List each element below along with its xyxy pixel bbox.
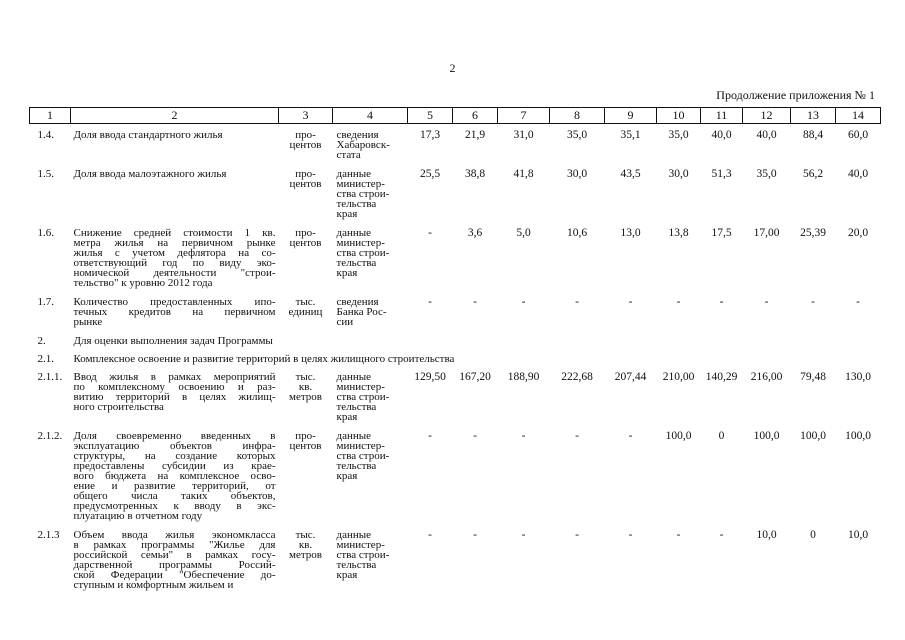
cell-line: центов — [289, 237, 322, 249]
cell-line: ства строи- — [336, 391, 390, 403]
table-row — [30, 431, 881, 530]
value-cell: - — [428, 529, 432, 541]
cell-line: предоставлены субсидии из крае- — [73, 460, 276, 472]
header-cell: 3 — [279, 108, 333, 124]
row-number: 2. — [37, 335, 46, 347]
value-cell: 100,0 — [753, 430, 780, 442]
header-cell: 6 — [453, 108, 498, 124]
cell-line: данные — [336, 168, 372, 180]
cell-line: российской семьи" в рамках госу- — [73, 549, 276, 561]
cell-line: Ввод жилья в рамках мероприятий — [73, 371, 276, 383]
value-cell: - — [428, 430, 432, 442]
cell-line: края — [336, 208, 358, 220]
cell-line: Банка Рос- — [336, 306, 387, 318]
cell-line: министер- — [336, 178, 385, 190]
value-cell: 100,0 — [665, 430, 692, 442]
value-cell: 222,68 — [561, 371, 593, 383]
value-cell: 41,8 — [513, 168, 534, 180]
cell-line: про- — [295, 129, 316, 141]
value-cell: 210,00 — [662, 371, 695, 383]
cell-line: ства строи- — [336, 247, 390, 259]
value-cell: - — [628, 430, 633, 442]
cell-line: метров — [289, 549, 322, 561]
cell-line: номической деятельности "строи- — [73, 267, 276, 279]
value-cell: 17,5 — [711, 227, 732, 239]
cell-line: про- — [295, 168, 316, 180]
value-cell: - — [521, 529, 526, 541]
cell-line: ение и развитие территорий, от — [73, 480, 276, 492]
value-cell: 31,0 — [513, 129, 534, 141]
cell-line: ства строи- — [336, 188, 390, 200]
cell-line: метра жилья на первичном рынке — [73, 237, 276, 249]
value-cell: - — [676, 296, 681, 308]
cell-line: про- — [295, 227, 316, 239]
indicator-name — [71, 297, 279, 336]
value-cell: 35,1 — [620, 129, 641, 141]
page-number: 2 — [449, 61, 456, 75]
value-cell: - — [628, 529, 633, 541]
header-cell: 9 — [605, 108, 657, 124]
indicator-name — [71, 130, 279, 169]
cell-line: по комплексному освоению и раз- — [73, 381, 276, 393]
cell-line: Доля ввода стандартного жилья — [73, 129, 223, 141]
cell-line: тыс. — [295, 529, 316, 541]
source-cell — [333, 297, 408, 336]
cell-line: витию территорий в целях жилищ- — [73, 391, 276, 403]
value-cell: 51,3 — [711, 168, 732, 180]
value-cell: 130,0 — [845, 371, 871, 383]
cell-line: тельства — [336, 401, 377, 413]
cell-line: данные — [336, 529, 372, 541]
continuation-label: Продолжение приложения № 1 — [716, 88, 875, 102]
value-cell: 30,0 — [566, 168, 588, 180]
cell-line: кв. — [298, 539, 313, 551]
cell-line: ства строи- — [336, 549, 390, 561]
value-cell: 56,2 — [802, 168, 824, 180]
source-cell — [333, 372, 408, 431]
cell-line: министер- — [336, 381, 385, 393]
cell-line: сии — [336, 316, 354, 328]
value-cell: 35,0 — [668, 129, 689, 141]
cell-line: ного строительства — [73, 401, 164, 413]
header-cell: 11 — [701, 108, 743, 124]
value-cell: - — [856, 296, 860, 308]
header-cell: 10 — [657, 108, 701, 124]
cell-line: дарственной программы Россий- — [73, 559, 276, 571]
value-cell: 20,0 — [847, 227, 869, 239]
cell-line: ства строи- — [336, 450, 390, 462]
value-cell: - — [719, 529, 724, 541]
cell-line: общего числа таких объектов, — [73, 490, 276, 502]
header-cell: 8 — [550, 108, 605, 124]
row-number: 1.5. — [37, 168, 54, 180]
cell-line: тыс. — [295, 371, 316, 383]
table-row — [30, 130, 881, 169]
cell-line: края — [336, 267, 358, 279]
cell-line: Доля своевременно введенных в — [73, 430, 276, 442]
header-cell: 1 — [30, 108, 71, 124]
source-cell — [333, 228, 408, 297]
unit-cell — [279, 169, 333, 228]
cell-line: края — [336, 411, 358, 423]
value-cell: 40,0 — [711, 129, 732, 141]
cell-line: в рамках программы "Жилье для — [73, 539, 276, 551]
cell-line: данные — [336, 430, 372, 442]
source-cell — [333, 530, 408, 599]
cell-line: сведения — [336, 296, 379, 308]
unit-cell — [279, 130, 333, 169]
value-cell: 60,0 — [847, 129, 869, 141]
row-number: 2.1.3 — [37, 529, 60, 541]
value-cell: 17,3 — [419, 129, 441, 141]
unit-cell — [279, 431, 333, 530]
cell-line: Доля ввода малоэтажного жилья — [73, 168, 227, 180]
cell-line: Хабаровск- — [336, 139, 390, 151]
value-cell: - — [811, 296, 815, 308]
cell-line: тельство" к уровню 2012 года — [73, 277, 213, 289]
cell-line: министер- — [336, 440, 385, 452]
table-row — [30, 530, 881, 599]
header-cell: 7 — [498, 108, 550, 124]
cell-line: жилья с учетом дефлятора на со- — [73, 247, 276, 259]
value-cell: 5,0 — [516, 227, 531, 239]
value-cell: 40,0 — [847, 168, 869, 180]
value-cell: 10,0 — [756, 529, 777, 541]
cell-line: края — [336, 470, 358, 482]
value-cell: 38,8 — [464, 168, 486, 180]
table-row — [30, 297, 881, 336]
row-number: 1.7. — [37, 296, 54, 308]
row-number: 2.1.1. — [37, 371, 63, 383]
section-row — [30, 354, 881, 372]
value-cell: - — [428, 296, 432, 308]
value-cell: 3,6 — [467, 227, 483, 239]
row-number: 1.4. — [37, 129, 54, 141]
value-cell: 0 — [810, 529, 816, 541]
source-cell — [333, 169, 408, 228]
table-row — [30, 372, 881, 431]
cell-line: Снижение средней стоимости 1 кв. — [73, 227, 276, 239]
cell-line: края — [336, 569, 358, 581]
value-cell: 167,20 — [459, 371, 491, 383]
indicator-name — [71, 228, 279, 297]
cell-line: Объем ввода жилья экономкласса — [73, 529, 276, 541]
value-cell: - — [521, 430, 526, 442]
value-cell: 100,0 — [845, 430, 871, 442]
value-cell: 25,39 — [800, 227, 826, 239]
value-cell: 10,0 — [847, 529, 869, 541]
cell-line: единиц — [288, 306, 323, 318]
cell-line: сведения — [336, 129, 379, 141]
source-cell — [333, 130, 408, 169]
row-number: 1.6. — [37, 227, 54, 239]
cell-line: тыс. — [295, 296, 316, 308]
table-row — [30, 228, 881, 297]
unit-cell — [279, 228, 333, 297]
cell-line: эксплуатацию объектов инфра- — [73, 440, 276, 452]
value-cell: 140,29 — [705, 371, 738, 383]
source-cell — [333, 431, 408, 530]
value-cell: - — [676, 529, 681, 541]
value-cell: 43,5 — [620, 168, 641, 180]
value-cell: - — [628, 296, 633, 308]
cell-line: тельства — [336, 198, 377, 210]
section-title: Для оценки выполнения задач Программы — [73, 335, 273, 347]
indicators-table — [29, 107, 881, 599]
unit-cell — [279, 297, 333, 336]
section-title: Комплексное освоение и развитие территорий в целях жилищного строительства — [73, 353, 455, 365]
value-cell: - — [521, 296, 526, 308]
indicator-name — [71, 530, 279, 599]
value-cell: 129,50 — [414, 371, 446, 383]
value-cell: 100,0 — [800, 430, 826, 442]
cell-line: тельства — [336, 460, 377, 472]
cell-line: центов — [289, 139, 322, 151]
header-row — [30, 108, 881, 124]
value-cell: 207,44 — [614, 371, 647, 383]
value-cell: 10,6 — [566, 227, 588, 239]
cell-line: ской Федерации "Обеспечение до- — [73, 569, 276, 581]
value-cell: 40,0 — [756, 129, 777, 141]
header-cell: 4 — [333, 108, 408, 124]
cell-line: предусмотренных к вводу в экс- — [73, 500, 276, 512]
unit-cell — [279, 530, 333, 599]
value-cell: 21,9 — [464, 129, 486, 141]
value-cell: 188,90 — [507, 371, 540, 383]
cell-line: течных кредитов на первичном — [73, 306, 276, 318]
cell-line: центов — [289, 178, 322, 190]
indicator-name — [71, 169, 279, 228]
header-cell: 12 — [743, 108, 791, 124]
cell-line: министер- — [336, 539, 385, 551]
value-cell: - — [575, 430, 579, 442]
header-cell: 5 — [408, 108, 453, 124]
cell-line: тельства — [336, 257, 377, 269]
value-cell: - — [575, 296, 579, 308]
cell-line: про- — [295, 430, 316, 442]
value-cell: 30,0 — [668, 168, 689, 180]
header-cell: 2 — [71, 108, 279, 124]
cell-line: данные — [336, 371, 372, 383]
value-cell: 216,00 — [750, 371, 783, 383]
cell-line: тельства — [336, 559, 377, 571]
row-number: 2.1. — [37, 353, 54, 365]
indicator-name — [71, 431, 279, 530]
value-cell: 25,5 — [419, 168, 441, 180]
value-cell: 13,0 — [620, 227, 641, 239]
value-cell: 35,0 — [566, 129, 588, 141]
cell-line: данные — [336, 227, 372, 239]
value-cell: 13,8 — [668, 227, 689, 239]
cell-line: Количество предоставленных ипо- — [73, 296, 276, 308]
cell-line: плуатацию в отчетном году — [73, 510, 203, 522]
cell-line: ступным и комфортным жильем и — [73, 579, 234, 591]
cell-line: структуры, на создание которых — [73, 450, 276, 462]
value-cell: - — [764, 296, 769, 308]
value-cell: - — [428, 227, 432, 239]
value-cell: - — [473, 430, 477, 442]
value-cell: 79,48 — [800, 371, 826, 383]
cell-line: министер- — [336, 237, 385, 249]
value-cell: 35,0 — [756, 168, 777, 180]
header-cell: 13 — [791, 108, 836, 124]
section-row — [30, 336, 881, 354]
cell-line: вого бюджета на комплексное осво- — [73, 470, 276, 482]
value-cell: - — [575, 529, 579, 541]
value-cell: 17,00 — [753, 227, 780, 239]
row-number: 2.1.2. — [37, 430, 63, 442]
cell-line: рынке — [73, 316, 103, 328]
value-cell: 88,4 — [802, 129, 824, 141]
cell-line: кв. — [298, 381, 313, 393]
cell-line: центов — [289, 440, 322, 452]
table-row — [30, 169, 881, 228]
cell-line: стата — [336, 149, 361, 161]
header-cell: 14 — [836, 108, 881, 124]
value-cell: - — [473, 529, 477, 541]
cell-line: ответствующий год по виду эко- — [73, 257, 276, 269]
cell-line: метров — [289, 391, 322, 403]
indicator-name — [71, 372, 279, 431]
value-cell: 0 — [718, 430, 725, 442]
value-cell: - — [473, 296, 477, 308]
value-cell: - — [719, 296, 724, 308]
unit-cell — [279, 372, 333, 431]
